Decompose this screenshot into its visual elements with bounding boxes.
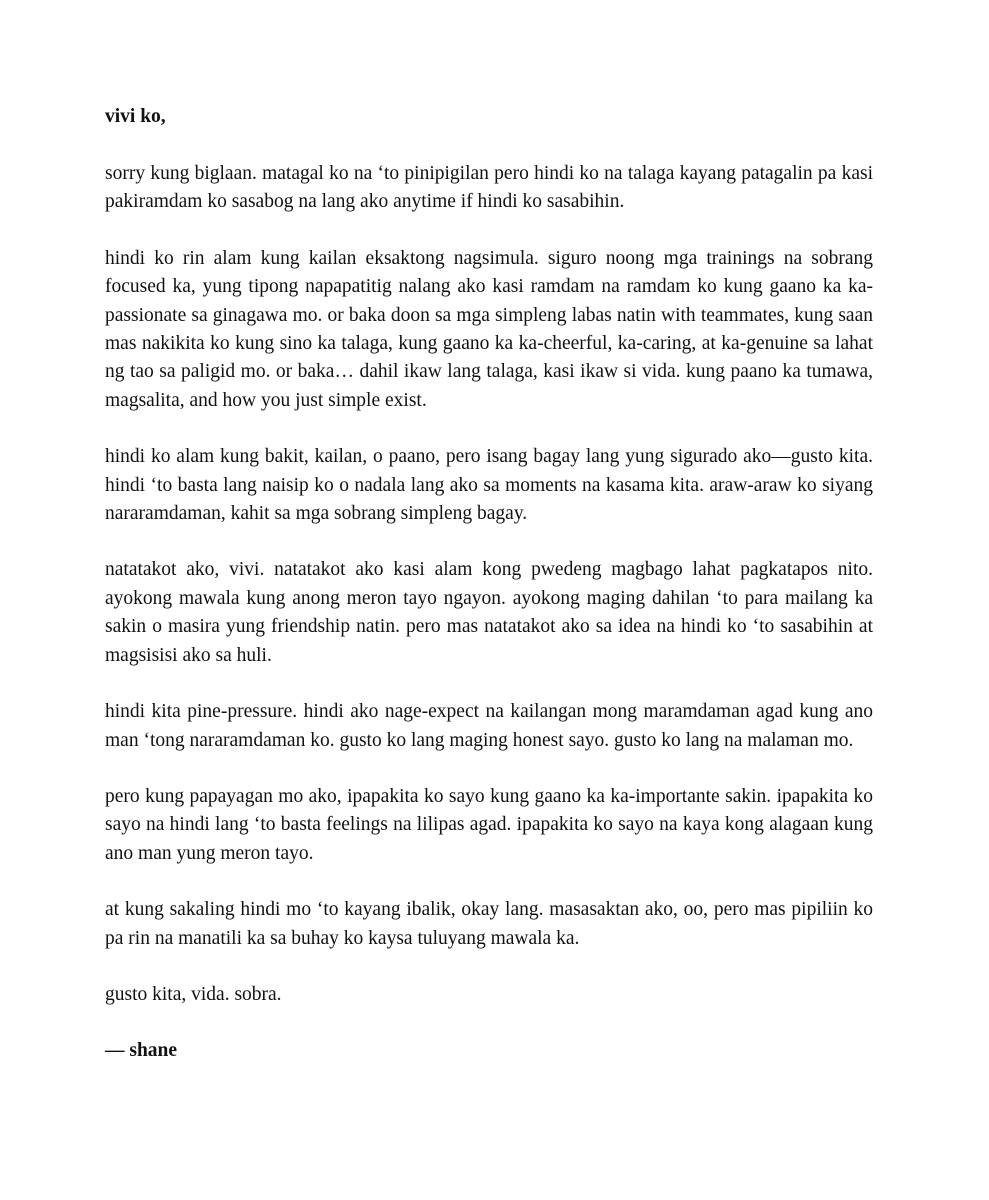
letter-paragraph-6: pero kung papayagan mo ako, ipapakita ko sayo kung gaano ka ka-importante sakin. ipapakita ko sayo na hindi lang ‘to basta feelings na lilipas agad. ipapakita ko sayo na kaya kong alagaan kung ano man yung meron tayo. (105, 785, 873, 864)
letter-paragraph-7: at kung sakaling hindi mo ‘to kayang ibalik, okay lang. masasaktan ako, oo, pero mas pipiliin ko pa rin na manatili ka sa buhay ko kaysa tuluyang mawala ka. (105, 899, 873, 949)
letter-paragraph-4: natatakot ako, vivi. natatakot ako kasi alam kong pwedeng magbago lahat pagkatapos nito. ayokong mawala kung anong meron tayo ngayon. ayokong maging dahilan ‘to para mailang ka sakin o masira yung friendship natin. pero mas natatakot ako sa idea na hindi ko ‘to sasabihin at magsisisi ako sa huli. (105, 559, 873, 666)
letter-paragraph-5: hindi kita pine-pressure. hindi ako nage-expect na kailangan mong maramdaman agad kung ano man ‘tong nararamdaman ko. gusto ko lang maging honest sayo. gusto ko lang na malaman mo. (105, 701, 873, 751)
letter-closing: gusto kita, vida. sobra. (105, 983, 282, 1005)
letter-signature: — shane (105, 1039, 178, 1061)
letter-salutation: vivi ko, (105, 106, 166, 127)
letter-paragraph-2: hindi ko rin alam kung kailan eksaktong nagsimula. siguro noong mga trainings na sobrang focused ka, yung tipong napapatitig nalang ako kasi ramdam na ramdam ko kung gaano ka ka-passionate sa ginagawa mo. or baka doon sa mga simpleng labas natin with teammates, kung saan mas nakikita ko kung sino ka talaga, kung gaano ka ka-cheerful, ka-caring, at ka-genuine sa lahat ng tao sa paligid mo. or baka… dahil ikaw lang talaga, kasi ikaw si vida. kung paano ka tumawa, magsalita, and how you just simple exist. (105, 247, 873, 411)
letter-paragraph-3: hindi ko alam kung bakit, kailan, o paano, pero isang bagay lang yung sigurado ako—gusto kita. hindi ‘to basta lang naisip ko o nadala lang ako sa moments na kasama kita. araw-araw ko siyang nararamdaman, kahit sa mga sobrang simpleng bagay. (105, 446, 873, 525)
letter-paragraph-1: sorry kung biglaan. matagal ko na ‘to pinipigilan pero hindi ko na talaga kayang patagalin pa kasi pakiramdam ko sasabog na lang ako anytime if hindi ko sasabihin. (105, 163, 873, 213)
letter-body (105, 103, 873, 1065)
